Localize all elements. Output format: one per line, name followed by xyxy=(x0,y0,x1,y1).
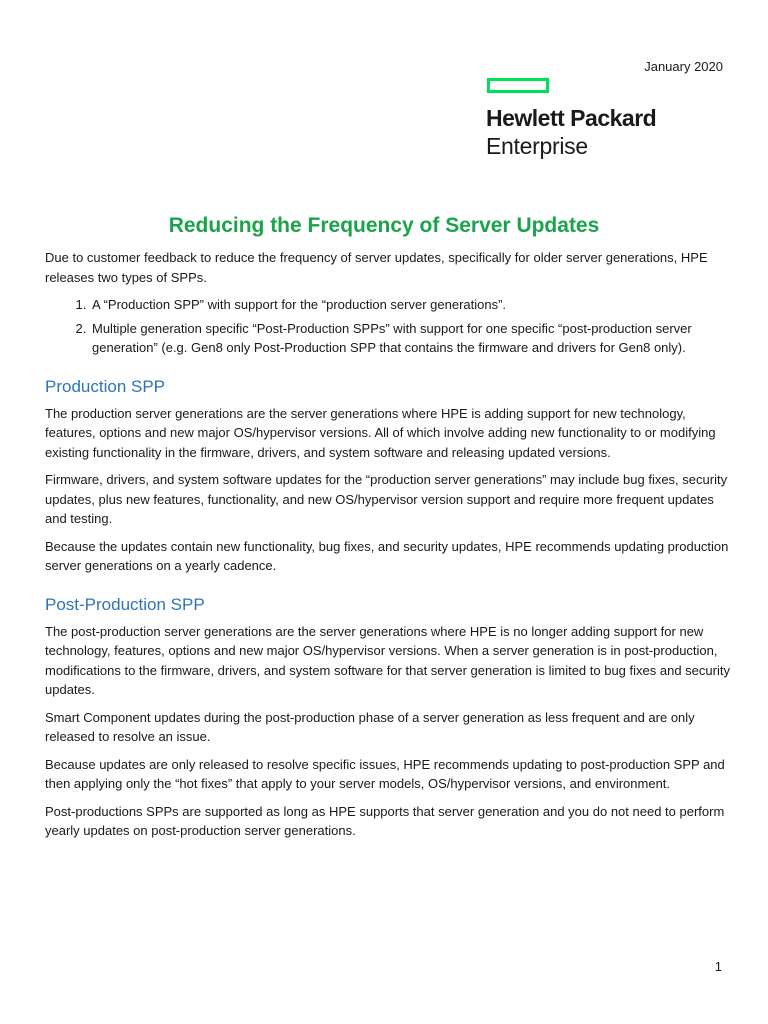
document-title: Reducing the Frequency of Server Updates xyxy=(168,214,600,237)
paragraph: Because updates are only released to resolve specific issues, HPE recommends updating to post-production SPP and then applying only the “hot fixes” that apply to your server models, OS/hypervisor versions, and environment. xyxy=(45,756,725,791)
paragraph: Because the updates contain new functionality, bug fixes, and security updates, HPE recommends updating production server generations on a yearly cadence. xyxy=(45,538,729,573)
page-number: 1 xyxy=(714,959,722,974)
section-heading-production: Production SPP xyxy=(45,376,166,396)
paragraph: Smart Component updates during the post-production phase of a server generation as less frequent and are only released to resolve an issue. xyxy=(45,709,695,744)
hpe-logo xyxy=(486,78,696,168)
document-body xyxy=(45,248,730,849)
logo-text-line1: Hewlett Packard xyxy=(486,105,657,131)
paragraph: Post-productions SPPs are supported as long as HPE supports that server generation and you do not need to perform yearly updates on post-production server generations. xyxy=(45,803,725,838)
hpe-logo-bar-icon xyxy=(487,78,549,93)
list-item: 1. A “Production SPP” with support for the “production server generations”. xyxy=(90,295,730,315)
document-date: January 2020 xyxy=(644,59,723,74)
spp-types-list xyxy=(45,295,730,358)
logo-text-line2: Enterprise xyxy=(486,133,588,159)
paragraph: The post-production server generations are the server generations where HPE is no longer adding support for new technology, features, options and new major OS/hypervisor versions. When a server generation is in post-production, modifications to the firmware, drivers, and system software for that server generation is limited to bug fixes and security updates. xyxy=(45,623,730,697)
paragraph: The production server generations are the server generations where HPE is adding support for new technology, features, options and new major OS/hypervisor versions. All of which involve adding new functionality to or modifying existing functionality in the firmware, drivers, and system software and releasing updated versions. xyxy=(45,405,716,460)
list-item: 2. Multiple generation specific “Post-Production SPPs” with support for one specific “post-production server generation” (e.g. Gen8 only Post-Production SPP that contains the firmware and drivers for Gen8 only). xyxy=(90,319,730,358)
intro-paragraph: Due to customer feedback to reduce the frequency of server updates, specifically for older server generations, HPE releases two types of SPPs. xyxy=(45,250,708,285)
paragraph: Firmware, drivers, and system software updates for the “production server generations” may include bug fixes, security updates, plus new features, functionality, and new OS/hypervisor version support and require more frequent updates and testing. xyxy=(45,472,728,526)
section-heading-post-production: Post-Production SPP xyxy=(45,594,205,614)
